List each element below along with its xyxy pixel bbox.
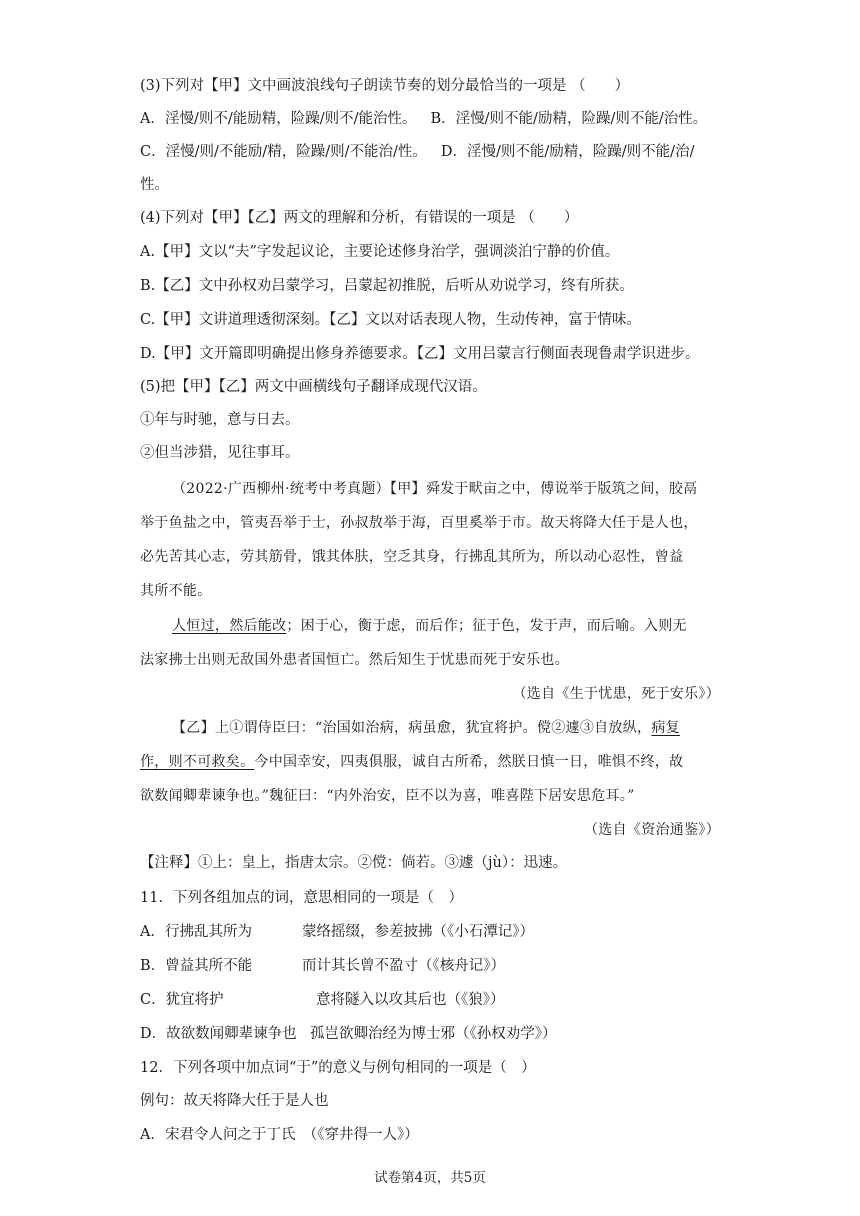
underlined-sentence-jia: 人恒过，然后能改 <box>172 618 287 634</box>
q11-option-d <box>140 1024 800 1044</box>
q11-option-d-left: D．故欲数闻卿辈谏争也 <box>140 1026 297 1042</box>
passage-yi-line-1 <box>172 718 800 738</box>
q11-option-c-left: C．犹宜将护 <box>140 992 224 1008</box>
underlined-sentence-yi-part-2: 作，则不可救矣。 <box>140 754 255 770</box>
q4-option-a: A.【甲】文以“夫”字发起议论，主要论述修身治学，强调淡泊宁静的价值。 <box>140 244 620 260</box>
q3-option-c: C．淫慢/则/不能励/精，险躁/则/不能治/性。 <box>140 144 427 160</box>
annotation-notes: 【注释】①上：皇上，指唐太宗。②傥：倘若。③遽（jù）：迅速。 <box>140 855 568 871</box>
q11-option-c-right: 意将隧入以攻其后也（《狼》） <box>316 992 505 1008</box>
passage-yi-line-3: 欲数闻卿辈谏争也。”魏征曰：“内外治安，臣不以为喜，唯喜陛下居安思危耳。” <box>140 788 635 804</box>
q3-option-d: D．淫慢/则不能/励精，险躁/则不能/治/ <box>440 144 695 160</box>
q11-option-a-left: A．行拂乱其所为 <box>140 924 252 940</box>
passage-yi-source: （选自《资治通鉴》） <box>584 822 720 838</box>
q4-option-d: D.【甲】文开篇即明确提出修身养德要求。【乙】文用吕蒙言行侧面表现鲁肃学识进步。 <box>140 346 700 362</box>
q3-option-a: A．淫慢/则不/能励精，险躁/则不/能治性。 <box>140 111 417 127</box>
underlined-sentence-yi-part-1: 病复 <box>651 720 680 736</box>
q4-stem: (4)下列对【甲】【乙】两文的理解和分析，有错误的一项是 （ ） <box>140 210 579 226</box>
passage-jia-line-2: 举于鱼盐之中，管夷吾举于士，孙叔敖举于海，百里奚举于市。故天将降大任于是人也， <box>140 515 698 531</box>
q4-option-c: C.【甲】文讲道理透彻深刻。【乙】文以对话表现人物，生动传神，富于情味。 <box>140 312 641 328</box>
q3-options-cd <box>140 142 800 162</box>
q5-sentence-1: ①年与时驰，意与日去。 <box>140 412 300 428</box>
q11-option-c <box>140 990 800 1010</box>
page-footer: 试卷第4页，共5页 <box>374 1170 486 1186</box>
q4-option-b: B.【乙】文中孙权劝吕蒙学习，吕蒙起初推脱，后听从劝说学习，终有所获。 <box>140 278 634 294</box>
q11-option-b <box>140 956 800 976</box>
q5-sentence-2: ②但当涉猎，见往事耳。 <box>140 445 300 461</box>
passage-jia-line-1: （2022·广西柳州·统考中考真题）【甲】舜发于畎亩之中，傅说举于版筑之间，胶鬲 <box>172 481 698 497</box>
q11-option-a <box>140 922 800 942</box>
q3-stem: (3)下列对【甲】文中画波浪线句子朗读节奏的划分最恰当的一项是 （ ） <box>140 78 630 94</box>
passage-jia-line-4: 其所不能。 <box>140 583 212 599</box>
q11-stem: 11．下列各组加点的词，意思相同的一项是（ ） <box>140 890 463 906</box>
passage-jia-line-6: 法家拂士出则无敌国外患者国恒亡。然后知生于忧患而死于安乐也。 <box>140 652 569 668</box>
passage-yi-line-2-rest: 今中国幸安，四夷俱服，诚自古所希，然朕日慎一日，唯惧不终，故 <box>254 754 684 770</box>
q11-option-a-right: 蒙络摇缀，参差披拂（《小石潭记》） <box>302 924 534 940</box>
passage-jia-line-5-rest: ；困于心，衡于虑，而后作；征于色，发于声，而后喻。入则无 <box>286 618 687 634</box>
q11-option-b-left: B．曾益其所不能 <box>140 958 253 974</box>
q5-stem: (5)把【甲】【乙】两文中画横线句子翻译成现代汉语。 <box>140 379 487 395</box>
q3-option-d-continued: 性。 <box>140 177 169 193</box>
q12-option-a: A．宋君令人问之于丁氏 （《穿井得一人》） <box>140 1127 419 1143</box>
q12-example: 例句：故天将降大任于是人也 <box>140 1093 329 1109</box>
q3-option-b: B．淫慢/则不能/励精，险躁/则不能/治性。 <box>430 111 708 127</box>
passage-jia-source: （选自《生于忧患，死于安乐》） <box>512 686 720 702</box>
passage-yi-line-2 <box>140 752 800 772</box>
q3-options-ab <box>140 109 800 129</box>
q11-option-d-right: 孤岂欲卿治经为博士邪（《孙权劝学》） <box>310 1026 557 1042</box>
passage-jia-line-3: 必先苦其心志，劳其筋骨，饿其体肤，空乏其身，行拂乱其所为，所以动心忍性，曾益 <box>140 549 684 565</box>
q11-option-b-right: 而计其长曾不盈寸（《核舟记》） <box>302 958 505 974</box>
q12-stem: 12．下列各项中加点词“于”的意义与例句相同的一项是（ ） <box>140 1060 536 1076</box>
passage-yi-line-1-text: 【乙】上①谓侍臣曰：“治国如治病，病虽愈，犹宜将护。傥②遽③自放纵， <box>172 720 652 736</box>
passage-jia-line-5 <box>172 616 800 636</box>
